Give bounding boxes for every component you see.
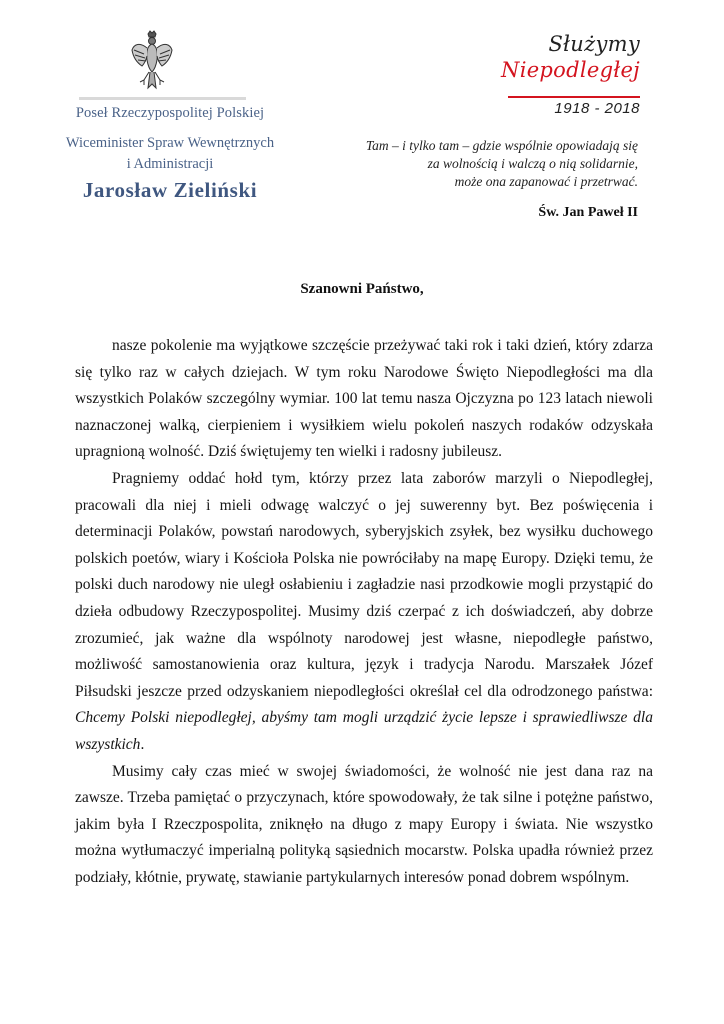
letter-body: [75, 333, 653, 891]
logo-years: 1918 - 2018: [554, 100, 640, 117]
position-line-2: Wiceminister Spraw Wewnętrznych: [65, 135, 275, 151]
paragraph-2-text: Pragniemy oddać hołd tym, którzy przez lata zaborów marzyli o Niepodległej, pracowali dla niej i mieli odwagę walczyć o jej suwerenny byt. Bez poświęcenia i determinacji Polaków, powstań narodowych, syberyjskich zsyłek, bez wysiłku duchowego polskich poetów, wiary i Kościoła Polska nie powróciłaby na mapę Europy. Dzięki temu, że polski duch narodowy nie uległ osłabieniu i zagładzie nasi przodkowie mogli przystąpić do dzieła odbudowy Rzeczypospolitej. Musimy dziś czerpać z ich doświadczeń, aby dobrze zrozumieć, jak ważne dla wspólnoty narodowej jest własne, niepodległe państwo, możliwość samostanowienia oraz kultura, język i tradycja Narodu. Marszałek Józef Piłsudski jeszcze przed odzyskaniem niepodległości określał cel dla odrodzonego państwa:: [75, 469, 653, 700]
quote-line: może ona zapanować i przetrwać.: [454, 174, 638, 189]
sender-name: Jarosław Zieliński: [82, 178, 258, 202]
quote-author: Św. Jan Paweł II: [538, 205, 638, 220]
position-line-3: i Administracji: [126, 156, 214, 172]
paragraph-3: Musimy cały czas mieć w swojej świadomości, że wolność nie jest dana raz na zawsze. Trzeba pamiętać o przyczynach, które spowodowały, że tak silne i potężne państwo, jakim była I Rzeczpospolita, zniknęło na długo z mapy Europy i świata. Nie wszystko można wytłumaczyć imperialną polityką sąsiednich mocarstw. Polska upadła również przez podziały, kłótnie, prywatę, stawianie partykularnych interesów ponad dobrem wspólnym.: [75, 762, 653, 886]
logo-red-underline: [508, 96, 640, 98]
paragraph-2: [75, 466, 653, 759]
pilsudski-quote: Chcemy Polski niepodległej, abyśmy tam mogli urządzić życie lepsze i sprawiedliwsze dla wszystkich: [75, 709, 653, 753]
sender-header: [40, 104, 300, 203]
quote-line: Tam – i tylko tam – gdzie wspólnie opowiadają się: [365, 138, 638, 153]
centenary-logo: [500, 28, 680, 120]
letter-salutation: Szanowni Państwo,: [300, 281, 424, 297]
polish-eagle-emblem-icon: [130, 30, 174, 92]
logo-slogan-line-1: Służymy: [548, 32, 640, 56]
paragraph-2-end: .: [140, 735, 145, 753]
position-line-1: Poseł Rzeczypospolitej Polskiej: [75, 105, 265, 121]
quote-line: za wolnością i walczą o nią solidarnie,: [427, 156, 638, 171]
logo-slogan-line-2: Niepodległej: [501, 58, 640, 82]
epigraph-quote: [366, 137, 638, 191]
paragraph-1: nasze pokolenie ma wyjątkowe szczęście przeżywać taki rok i taki dzień, który zdarza się tylko raz w całych dziejach. W tym roku Narodowe Święto Niepodległości ma dla wszystkich Polaków szczególny wymiar. 100 lat temu nasza Ojczyzna po 123 latach niewoli naznaczonej walką, cierpieniem i wysiłkiem wielu pokoleń naszych rodaków odzyskała upragnioną wolność. Dziś świętujemy ten wielki i radosny jubileusz.: [75, 337, 653, 461]
header-divider: [79, 97, 246, 100]
